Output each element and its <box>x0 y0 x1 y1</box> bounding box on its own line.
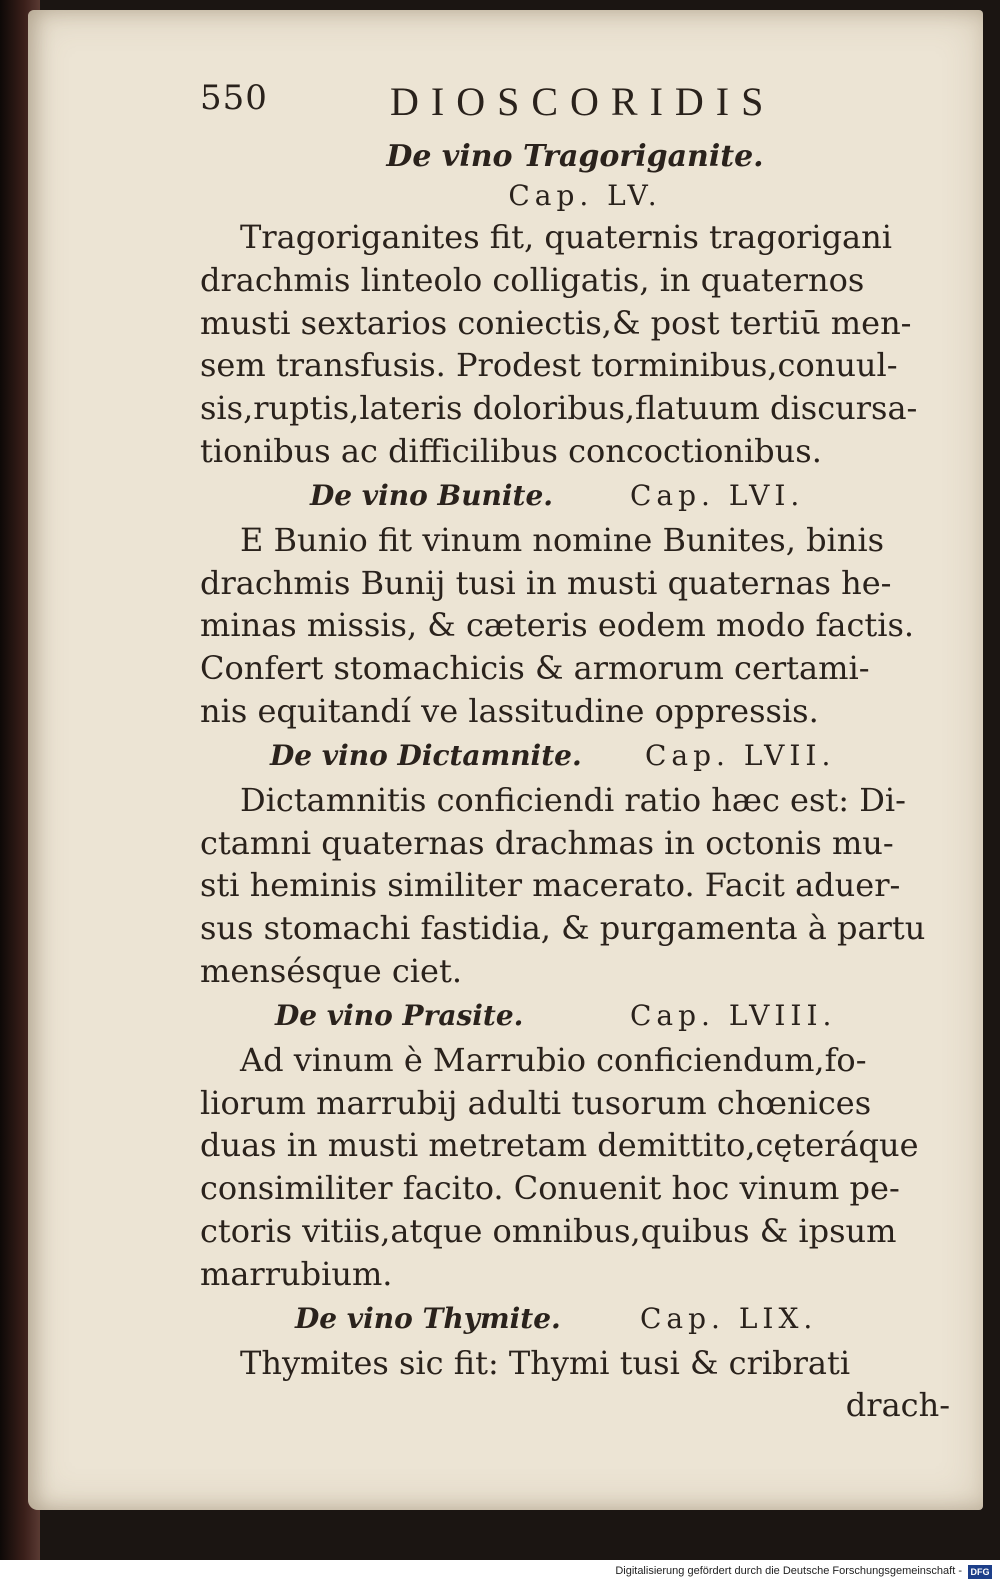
chapter-title: De vino Prasite. <box>275 998 524 1032</box>
page-text-block <box>200 68 950 1426</box>
chapter-number: Cap. LV. <box>508 179 662 212</box>
book-page <box>28 10 983 1510</box>
chapter-heading-row <box>200 737 950 779</box>
chapter-heading-row <box>200 477 950 519</box>
text-line: liorum marrubij adulti tusorum chœnices <box>200 1083 872 1122</box>
chapter-number: Cap. LIX. <box>640 1301 818 1335</box>
running-title: DIOSCORIDIS <box>390 79 776 124</box>
text-line: ctamni quaternas drachmas in octonis mu- <box>200 823 894 862</box>
page-number: 550 <box>200 78 268 118</box>
chapter-number: Cap. LVII. <box>645 738 836 772</box>
text-line: sti heminis similiter macerato. Facit aduer- <box>200 866 901 905</box>
text-line: duas in musti metretam demittito,cęteráque <box>200 1126 919 1165</box>
text-line: minas missis, & cæteris eodem modo factis. <box>200 606 915 645</box>
catchword: drach- <box>845 1386 950 1425</box>
text-line: Ad vinum è Marrubio conficiendum,fo- <box>240 1040 867 1079</box>
chapter-59 <box>200 1300 950 1427</box>
footer-credit: Digitalisierung gefördert durch die Deutsche Forschungsgemeinschaft - <box>615 1565 962 1577</box>
text-line: drachmis Bunij tusi in musti quaternas he- <box>200 563 892 602</box>
text-line: mensésque ciet. <box>200 951 462 990</box>
text-line: E Bunio fit vinum nomine Bunites, binis <box>240 520 885 559</box>
chapter-body <box>200 1342 950 1385</box>
chapter-title: De vino Dictamnite. <box>270 738 582 772</box>
chapter-58 <box>200 997 950 1296</box>
chapter-body <box>200 779 950 993</box>
chapter-number: Cap. LVIII. <box>630 998 837 1032</box>
text-line: sus stomachi fastidia, & purgamenta à partu <box>200 909 926 948</box>
chapter-title: De vino Thymite. <box>295 1301 561 1335</box>
chapter-title: De vino Bunite. <box>310 478 554 512</box>
chapter-body <box>200 519 950 733</box>
text-line: sem transfusis. Prodest torminibus,conuul- <box>200 346 898 385</box>
text-line: Thymites sic fit: Thymi tusi & cribrati <box>240 1343 851 1382</box>
chapter-56 <box>200 477 950 733</box>
text-line: drachmis linteolo colligatis, in quaternos <box>200 260 865 299</box>
text-line: tionibus ac difficilibus concoctionibus. <box>200 431 822 470</box>
chapter-heading-row <box>200 1300 950 1342</box>
text-line: nis equitandí ve lassitudine oppressis. <box>200 691 819 730</box>
chapter-title: De vino Tragoriganite. <box>386 139 764 174</box>
dfg-logo-icon: DFG <box>968 1565 992 1579</box>
running-head <box>200 68 950 134</box>
text-line: ctoris vitiis,atque omnibus,quibus & ipsum <box>200 1211 897 1250</box>
text-line: marrubium. <box>200 1254 393 1293</box>
text-line: Tragoriganites fit, quaternis tragorigani <box>240 218 892 256</box>
chapter-55 <box>200 138 950 473</box>
text-line: consimiliter facito. Conuenit hoc vinum pe- <box>200 1169 900 1208</box>
chapter-number: Cap. LVI. <box>630 478 805 512</box>
text-line: Dictamnitis conficiendi ratio hæc est: Di- <box>240 780 906 819</box>
chapter-body <box>200 216 950 473</box>
chapter-body <box>200 1039 950 1296</box>
text-line: sis,ruptis,lateris doloribus,flatuum discursa- <box>200 389 918 428</box>
text-line: Confert stomachicis & armorum certami- <box>200 649 870 688</box>
digitization-footer <box>0 1560 1000 1587</box>
text-line: musti sextarios coniectis,& post tertiū men- <box>200 303 912 342</box>
chapter-57 <box>200 737 950 993</box>
chapter-heading-row <box>200 997 950 1039</box>
